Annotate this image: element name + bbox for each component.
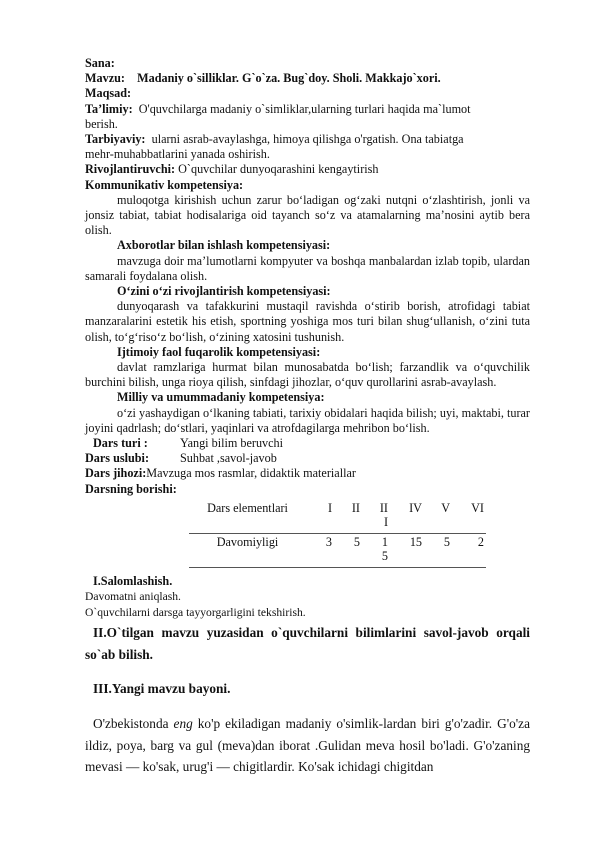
table-cell: V	[424, 500, 452, 534]
tarbiyaviy-text-cont: mehr-muhabbatlarini yanada oshirish.	[85, 147, 270, 162]
table-row	[189, 533, 486, 567]
talimiy-text: O'quvchilarga madaniy o`simliklar,ularning turlari haqida ma`lumot	[138, 101, 471, 116]
talimiy-label: Ta’limiy:	[85, 101, 133, 116]
table-cell: II	[334, 500, 362, 534]
body-text-em: eng	[173, 716, 193, 732]
talimiy-line	[85, 102, 530, 117]
mavzu-line	[85, 71, 530, 86]
mavzu-label: Mavzu:	[85, 71, 125, 86]
lesson-plan-table-wrap	[189, 500, 530, 568]
dars-uslubi-line	[85, 451, 530, 466]
step-1-line-2: O`quvchilarni darsga tayyorgarligini tekshirish.	[85, 605, 306, 619]
table-row-label: Dars elementlari	[189, 500, 306, 534]
step-1-title: I.Salomlashish.	[93, 573, 173, 588]
table-cell	[362, 500, 390, 534]
dars-jihozi-value: Mavzuga mos rasmlar, didaktik materiallar	[146, 466, 356, 481]
document-page	[85, 56, 530, 778]
dars-turi-line	[93, 436, 530, 451]
table-cell: 5	[334, 533, 362, 567]
darsning-borishi-label: Darsning borishi:	[85, 481, 177, 496]
rivoj-line	[85, 162, 530, 177]
step-3-title: III.Yangi mavzu bayoni.	[93, 681, 231, 697]
dars-uslubi-value: Suhbat ,savol-javob	[180, 451, 277, 466]
maqsad-label: Maqsad:	[85, 86, 132, 101]
tarbiyaviy-line	[85, 132, 530, 147]
sana-label: Sana:	[85, 56, 115, 70]
step-1-line-1: Davomatni aniqlash.	[85, 590, 181, 604]
tarbiyaviy-text: ularni asrab-avaylashga, himoya qilishga o'rgatish. Ona tabiatga	[151, 132, 464, 147]
dars-jihozi-line	[85, 466, 530, 481]
table-row-label: Davomiyligi	[189, 533, 306, 567]
tarbiyaviy-label: Tarbiyaviy:	[85, 132, 146, 147]
rivoj-text: O`quvchilar dunyoqarashini kengaytirish	[178, 162, 379, 177]
k2-text: mavzuga doir ma’lumotlarni kompyuter va boshqa manbalardan izlab topib, ulardan samarali foydalana olish.	[85, 253, 530, 283]
body-text-post: ko'p ekiladigan madaniy o'simlik-lardan biri g'o'zadir. G'o'za ildiz, poya, barg va gul (meva)dan iborat .Gulidan meva hosil bo'ladi. G'o'zaning mevasi — ko'sak, urug'i — chigitlardir. Ko'sak ichidagi chigitdan	[85, 716, 530, 775]
table-cell-text: 15	[381, 534, 388, 563]
k5-title: Milliy va umummadaniy kompetensiya:	[117, 390, 325, 405]
step-2-title: II.O`tilgan mavzu yuzasidan o`quvchilarni bilimlarini savol-javob orqali so`ab bilish.	[85, 625, 530, 662]
mavzu-text: Madaniy o`silliklar. G`o`za. Bug`doy. Sholi. Makkajo`xori.	[137, 71, 441, 86]
k3-title: O‘zini o‘zi rivojlantirish kompetensiyasi:	[117, 284, 331, 299]
body-paragraph	[85, 713, 530, 778]
dars-turi-label: Dars turi :	[93, 436, 148, 451]
table-cell: I	[306, 500, 334, 534]
table-cell: 5	[424, 533, 452, 567]
k5-text: o‘zi yashaydigan o‘lkaning tabiati, tarixiy obidalari haqida bilish; uyi, maktabi, turar joyini qadrlash; do‘stlari, yaqinlari va atrofdagilarga mehribon bo‘lish.	[85, 405, 530, 435]
k3-text: dunyoqarash va tafakkurini mustaqil ravishda o‘stirib borish, atrofidagi tabiat manzaralarini estetik his etish, sportning yoshiga mos turi bilan shug‘ullanish, o‘zini tuta olish, to‘g‘riso‘z bo‘lish, o‘zining xatosini tushunish.	[85, 299, 530, 344]
table-cell: 15	[390, 533, 424, 567]
talimiy-text-cont: berish.	[85, 116, 118, 131]
k4-title: Ijtimoiy faol fuqarolik kompetensiyasi:	[117, 344, 321, 359]
table-cell	[362, 533, 390, 567]
dars-jihozi-label: Dars jihozi:	[85, 466, 147, 481]
table-cell: IV	[390, 500, 424, 534]
table-cell: 2	[452, 533, 486, 567]
rivoj-label: Rivojlantiruvchi:	[85, 162, 176, 177]
table-cell: VI	[452, 500, 486, 534]
lesson-plan-table	[189, 500, 486, 568]
dars-uslubi-label: Dars uslubi:	[85, 451, 150, 466]
k2-title: Axborotlar bilan ishlash kompetensiyasi:	[117, 238, 331, 253]
table-cell: 3	[306, 533, 334, 567]
table-row	[189, 500, 486, 534]
table-cell-text: III	[379, 500, 388, 529]
body-text-pre: O'zbekistonda	[93, 716, 174, 732]
dars-turi-value: Yangi bilim beruvchi	[180, 436, 284, 451]
k1-title: Kommunikativ kompetensiya:	[85, 177, 244, 192]
k1-text: muloqotga kirishish uchun zarur bo‘ladigan og‘zaki nutqni o‘zlashtirish, jonli va jonsiz tabiat, tabiat hodisalariga oid tayanch so‘z va atamalarning ma’nosini aytib bera olish.	[85, 192, 530, 238]
k4-text: davlat ramzlariga hurmat bilan munosabatda bo‘lish; farzandlik va o‘quvchilik burchini bilish, unga rioya qilish, sinfdagi jihozlar, o‘quv qurollarini asrab-avaylash.	[85, 360, 530, 390]
